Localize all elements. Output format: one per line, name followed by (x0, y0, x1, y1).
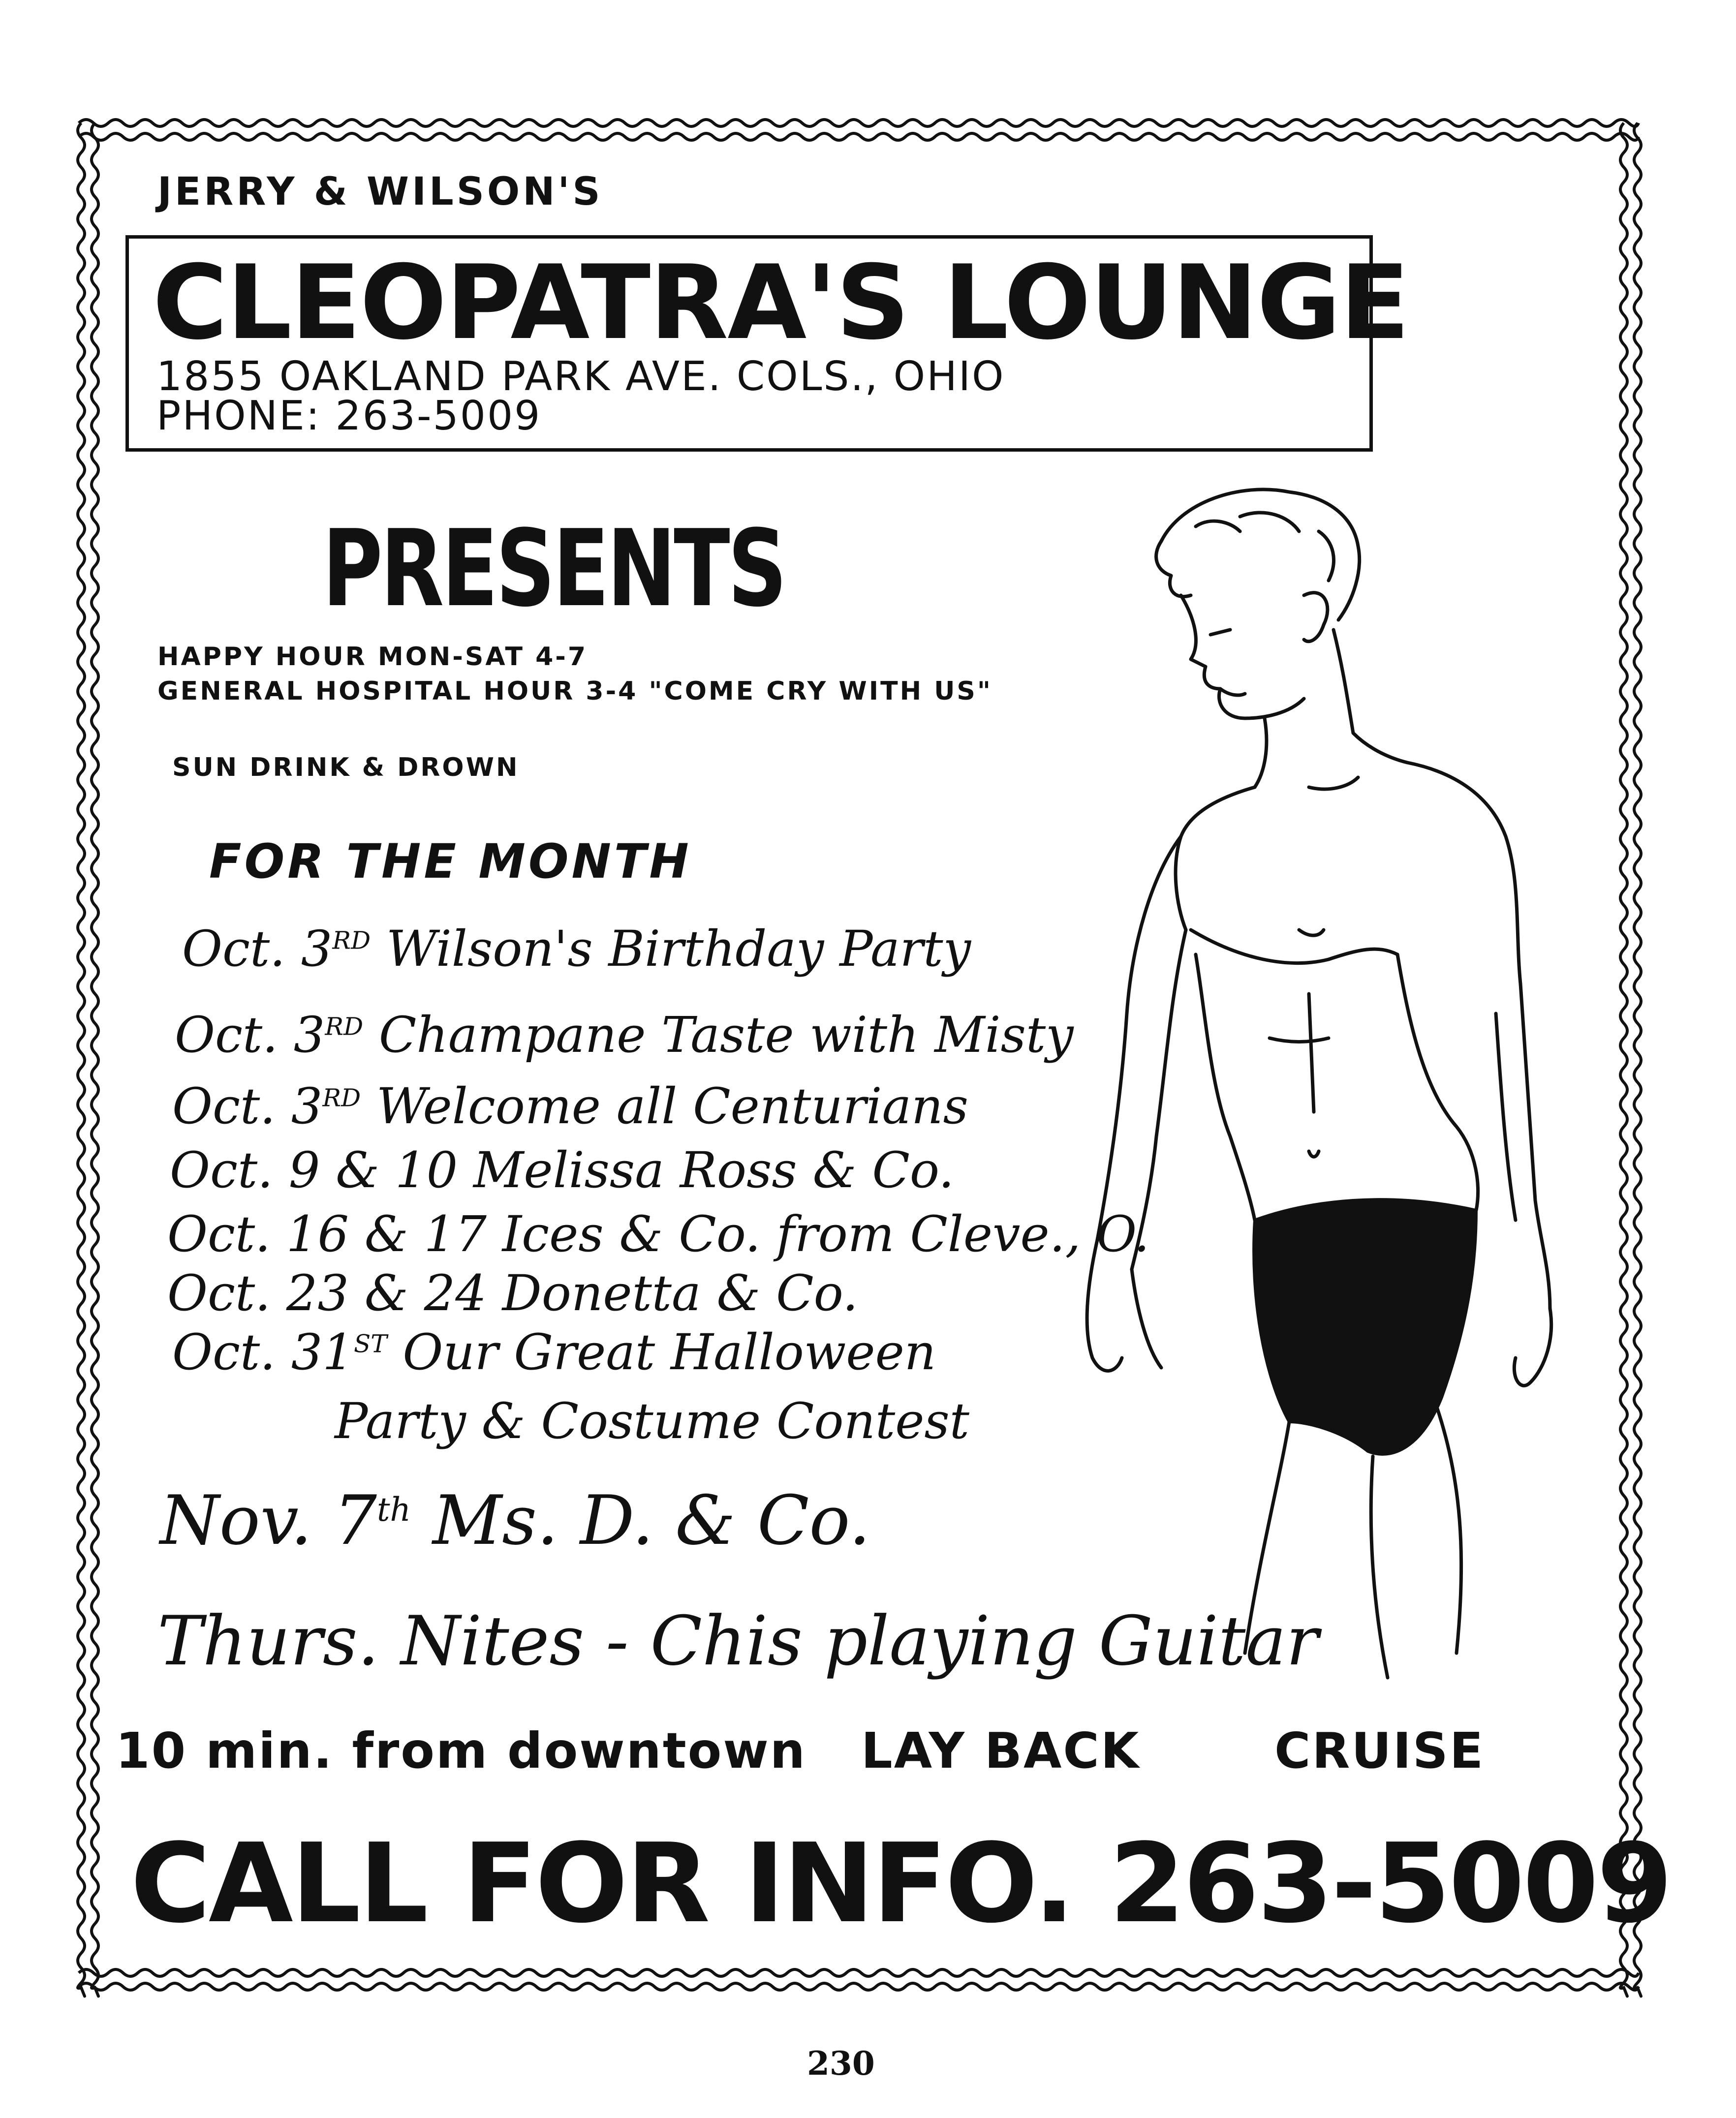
event-date-suffix: RD (325, 1012, 364, 1041)
event-text: Party & Costume Contest (335, 1392, 969, 1450)
event-text: Ices & Co. from Cleve., O. (502, 1205, 1150, 1263)
briefs (1254, 1199, 1476, 1454)
event-line (335, 1392, 969, 1450)
event-text: Donetta & Co. (502, 1264, 858, 1322)
man-illustration (1033, 472, 1624, 1702)
event-date: Oct. 9 & 10 (170, 1141, 458, 1199)
call-for-info: CALL FOR INFO. 263-5009 (130, 1820, 1671, 1947)
event-date-suffix: RD (332, 926, 371, 955)
address: 1855 OAKLAND PARK AVE. COLS., OHIO (156, 353, 1005, 400)
event-date-suffix: th (376, 1491, 411, 1529)
border-wave (79, 120, 1639, 126)
event-text: Our Great Halloween (403, 1323, 936, 1381)
event-line (167, 1205, 1149, 1263)
page-number: 230 (807, 2044, 875, 2083)
event-line (172, 1323, 936, 1381)
event-date-suffix: ST (354, 1329, 387, 1358)
border-wave (1634, 123, 1641, 1996)
event-text: Ms. D. & Co. (432, 1481, 870, 1560)
event-line (182, 920, 971, 978)
event-text: Welcome all Centurians (376, 1077, 968, 1135)
border-wave (79, 1969, 1639, 1976)
event-date: Oct. 23 & 24 (167, 1264, 487, 1322)
event-text: Melissa Ross & Co. (473, 1141, 955, 1199)
happy-hour: HAPPY HOUR MON-SAT 4-7 (157, 642, 588, 672)
border-wave (79, 133, 1639, 140)
event-date: Oct. 16 & 17 (167, 1205, 487, 1263)
owner-line: JERRY & WILSON'S (157, 170, 603, 214)
event-date: Nov. 7 (160, 1481, 377, 1560)
month-heading: FOR THE MONTH (209, 834, 692, 889)
event-text: Wilson's Birthday Party (386, 920, 971, 978)
lounge-name: CLEOPATRA'S LOUNGE (153, 244, 1409, 363)
event-line (167, 1264, 858, 1322)
event-date: Oct. 3 (172, 1077, 323, 1135)
distance-note: 10 min. from downtown (116, 1722, 806, 1780)
event-line (175, 1006, 1074, 1064)
presents-heading: PRESENTS (322, 507, 785, 630)
event-date: Oct. 31 (172, 1323, 354, 1381)
general-hospital-hour: GENERAL HOSPITAL HOUR 3-4 "COME CRY WITH US" (157, 676, 992, 706)
lay-back: LAY BACK (861, 1722, 1141, 1780)
event-date-suffix: RD (322, 1083, 361, 1112)
event-date: Oct. 3 (182, 920, 333, 978)
thursday-nights: Thurs. Nites - Chis playing Guitar (157, 1601, 1319, 1681)
event-line (170, 1141, 954, 1199)
border-wave (79, 1983, 1639, 1990)
november-event (160, 1481, 870, 1560)
sunday-special: SUN DRINK & DROWN (172, 753, 520, 782)
event-text: Champane Taste with Misty (378, 1006, 1074, 1064)
phone: PHONE: 263-5009 (156, 393, 542, 439)
border-wave (92, 123, 98, 1996)
event-line (172, 1077, 968, 1135)
cruise: CRUISE (1274, 1722, 1485, 1780)
event-date: Oct. 3 (175, 1006, 325, 1064)
border-wave (78, 123, 85, 1996)
